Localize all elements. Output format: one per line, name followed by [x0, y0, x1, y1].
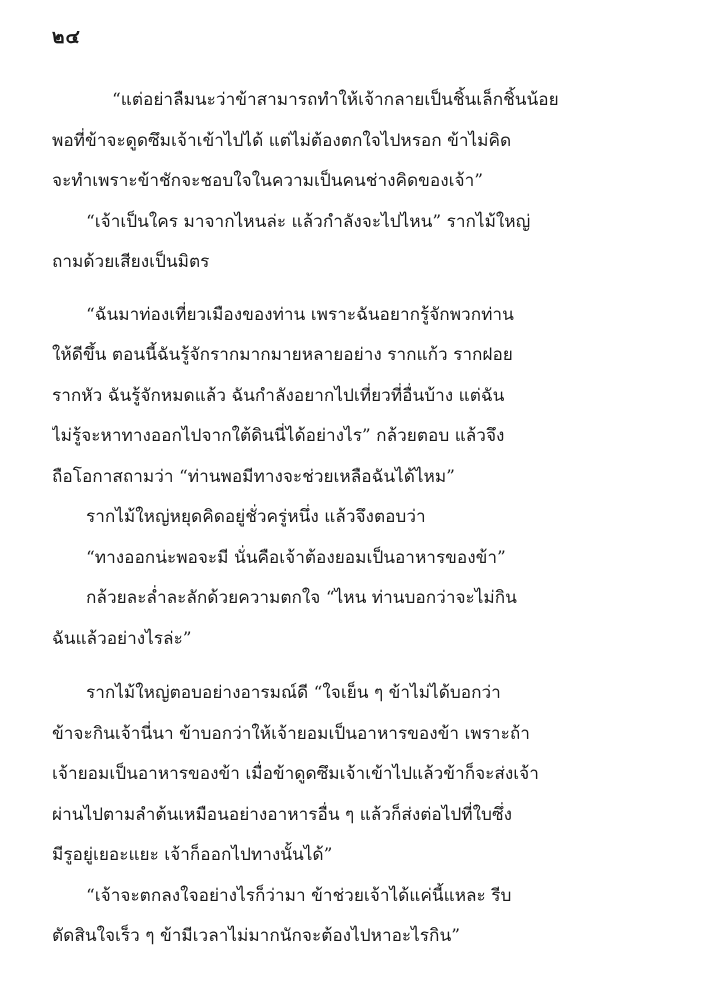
paragraph	[52, 497, 618, 538]
paragraph-gap	[52, 659, 618, 673]
paragraph	[52, 202, 618, 283]
paragraph	[52, 538, 618, 579]
text-line: รากไม้ใหญ่ตอบอย่างอารมณ์ดี “ใจเย็น ๆ ข้าไม่ได้บอกว่า	[86, 683, 501, 703]
paragraph	[52, 295, 618, 498]
text-line: รากหัว ฉันรู้จักหมดแล้ว ฉันกำลังอยากไปเที่ยวที่อื่นบ้าง แต่ฉัน	[52, 385, 505, 406]
text-line: กล้วยละล่ำละลักด้วยความตกใจ “ไหน ท่านบอกว่าจะไม่กิน	[86, 588, 517, 608]
paragraph-gap	[52, 283, 618, 295]
page-number: ๒๔	[52, 26, 81, 48]
text-line: มีรูอยู่เยอะแยะ เจ้าก็ออกไปทางนั้นได้”	[52, 845, 333, 865]
text-line: “เจ้าจะตกลงใจอย่างไรก็ว่ามา ข้าช่วยเจ้าได้แค่นี้แหละ รีบ	[86, 885, 512, 906]
paragraph	[52, 80, 618, 202]
text-line: ข้าจะกินเจ้านี่นา ข้าบอกว่าให้เจ้ายอมเป็นอาหารของข้า เพราะถ้า	[52, 723, 530, 744]
text-line: พอที่ข้าจะดูดซึมเจ้าเข้าไปได้ แต่ไม่ต้องตกใจไปหรอก ข้าไม่คิด	[52, 130, 512, 151]
text-line: รากไม้ใหญ่หยุดคิดอยู่ชั่วครู่หนึ่ง แล้วจึงตอบว่า	[86, 507, 426, 527]
text-line: “เจ้าเป็นใคร มาจากไหนล่ะ แล้วกำลังจะไปไหน” รากไม้ใหญ่	[86, 211, 531, 232]
text-line: “ฉันมาท่องเที่ยวเมืองของท่าน เพราะฉันอยากรู้จักพวกท่าน	[86, 304, 514, 325]
text-line: ถามด้วยเสียงเป็นมิตร	[52, 252, 210, 272]
text-line: ตัดสินใจเร็ว ๆ ข้ามีเวลาไม่มากนักจะต้องไปหาอะไรกิน”	[52, 926, 460, 946]
text-line: “ทางออกน่ะพอจะมี นั่นคือเจ้าต้องยอมเป็นอาหารของข้า”	[86, 547, 506, 568]
text-line: ให้ดีขึ้น ตอนนี้ฉันรู้จักรากมากมายหลายอย่าง รากแก้ว รากฝอย	[52, 345, 513, 365]
text-line: จะทำเพราะข้าชักจะชอบใจในความเป็นคนช่างคิดของเจ้า”	[52, 171, 484, 191]
body-text	[52, 80, 618, 957]
paragraph	[52, 876, 618, 957]
text-line: เจ้ายอมเป็นอาหารของข้า เมื่อข้าดูดซึมเจ้าเข้าไปแล้วข้าก็จะส่งเจ้า	[52, 764, 539, 784]
text-line: ถือโอกาสถามว่า “ท่านพอมีทางจะช่วยเหลือฉันได้ไหม”	[52, 466, 455, 487]
text-line: “แต่อย่าลืมนะว่าข้าสามารถทำให้เจ้ากลายเป็นชิ้นเล็กชิ้นน้อย	[112, 90, 559, 110]
text-line: ฉันแล้วอย่างไรล่ะ”	[52, 628, 192, 649]
text-line: ไม่รู้จะหาทางออกไปจากใต้ดินนี่ได้อย่างไร” กล้วยตอบ แล้วจึง	[52, 426, 505, 446]
paragraph	[52, 578, 618, 659]
text-line: ผ่านไปตามลำต้นเหมือนอย่างอาหารอื่น ๆ แล้วก็ส่งต่อไปที่ใบซึ่ง	[52, 804, 513, 825]
paragraph	[52, 673, 618, 876]
